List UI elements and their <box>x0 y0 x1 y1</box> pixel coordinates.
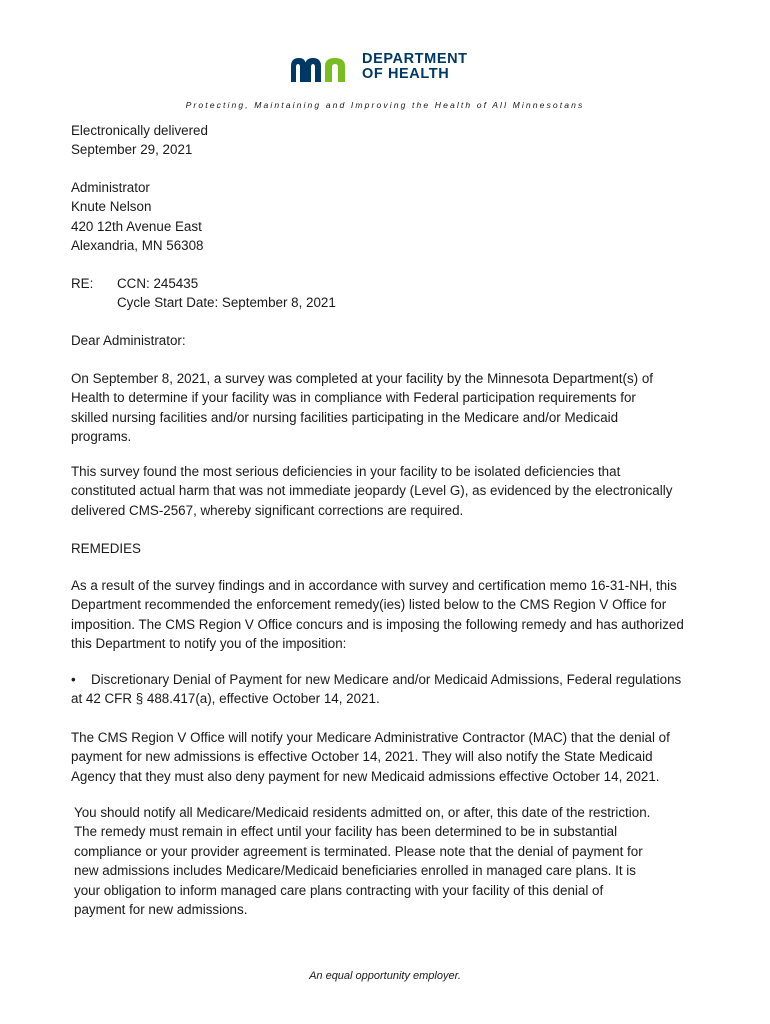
remedies-heading: REMEDIES <box>71 541 141 556</box>
salutation: Dear Administrator: <box>71 333 186 348</box>
ccn: CCN: 245435 <box>117 276 199 291</box>
paragraph-line: new admissions includes Medicare/Medicaid beneficiaries enrolled in managed care plans. It is <box>74 863 636 879</box>
paragraph-line: The remedy must remain in effect until your facility has been determined to be in substantial <box>74 824 618 840</box>
paragraph-residents <box>74 803 714 919</box>
paragraph-line: On September 8, 2021, a survey was completed at your facility by the Minnesota Department(s) of <box>71 371 654 386</box>
paragraph-cms-notify <box>71 728 711 786</box>
paragraph-line: Agency that they must also deny payment for new Medicaid admissions effective October 14, 2021. <box>71 768 660 784</box>
address-line: Knute Nelson <box>71 199 152 215</box>
mn-logo-icon <box>289 54 355 84</box>
mdh-logo <box>289 52 489 86</box>
paragraph-remedies <box>71 576 711 654</box>
paragraph-line: programs. <box>71 429 132 445</box>
bullet-text: Discretionary Denial of Payment for new Medicare and/or Medicaid Admissions, Federal regulations <box>91 672 682 687</box>
address-line: Alexandria, MN 56308 <box>71 238 204 254</box>
paragraph-line: constituted actual harm that was not immediate jeopardy (Level G), as evidenced by the electronically <box>71 483 673 499</box>
paragraph-line: You should notify all Medicare/Medicaid residents admitted on, or after, this date of the restriction. <box>74 805 651 820</box>
delivery-block <box>71 121 711 160</box>
paragraph-survey <box>71 369 711 447</box>
recipient-address <box>71 178 711 256</box>
logo-line-department: DEPARTMENT <box>362 51 468 67</box>
logo-line-of-health: OF HEALTH <box>362 66 450 82</box>
re-details <box>117 274 336 313</box>
tagline: Protecting, Maintaining and Improving the Health of All Minnesotans <box>185 100 585 110</box>
paragraph-line: This survey found the most serious deficiencies in your facility to be isolated deficiencies that <box>71 464 621 479</box>
remedy-bullet-item <box>71 670 711 709</box>
paragraph-line: delivered CMS-2567, whereby significant corrections are required. <box>71 502 464 518</box>
paragraph-line: your obligation to inform managed care plans contracting with your facility of this denial of <box>74 882 604 898</box>
paragraph-line: As a result of the survey findings and in accordance with survey and certification memo 16-31-NH, this <box>71 578 677 593</box>
cycle-start-date: Cycle Start Date: September 8, 2021 <box>117 295 336 311</box>
logo-wordmark <box>362 52 492 82</box>
letter-date: September 29, 2021 <box>71 142 193 158</box>
address-line: 420 12th Avenue East <box>71 218 202 234</box>
paragraph-line: compliance or your provider agreement is terminated. Please note that the denial of payment for <box>74 843 643 859</box>
paragraph-line: this Department to notify you of the imposition: <box>71 636 347 652</box>
re-label: RE: <box>71 276 94 291</box>
bullet-icon: • <box>71 672 76 687</box>
paragraph-deficiencies <box>71 462 711 520</box>
address-line: Administrator <box>71 180 150 195</box>
paragraph-line: Health to determine if your facility was in compliance with Federal participation requirements for <box>71 390 636 406</box>
paragraph-line: Department recommended the enforcement remedy(ies) listed below to the CMS Region V Office for <box>71 597 667 613</box>
paragraph-line: imposition. The CMS Region V Office concurs and is imposing the following remedy and has authorized <box>71 616 684 632</box>
bullet-text-continued: at 42 CFR § 488.417(a), effective October 14, 2021. <box>71 691 380 707</box>
paragraph-line: skilled nursing facilities and/or nursing facilities participating in the Medicare and/or Medicaid <box>71 409 619 425</box>
delivery-method: Electronically delivered <box>71 123 208 138</box>
paragraph-line: payment for new admissions is effective October 14, 2021. They will also notify the State Medicaid <box>71 749 653 765</box>
paragraph-line: payment for new admissions. <box>74 902 248 918</box>
paragraph-line: The CMS Region V Office will notify your Medicare Administrative Contractor (MAC) that the denial of <box>71 730 670 745</box>
footer-equal-opportunity: An equal opportunity employer. <box>309 970 461 982</box>
